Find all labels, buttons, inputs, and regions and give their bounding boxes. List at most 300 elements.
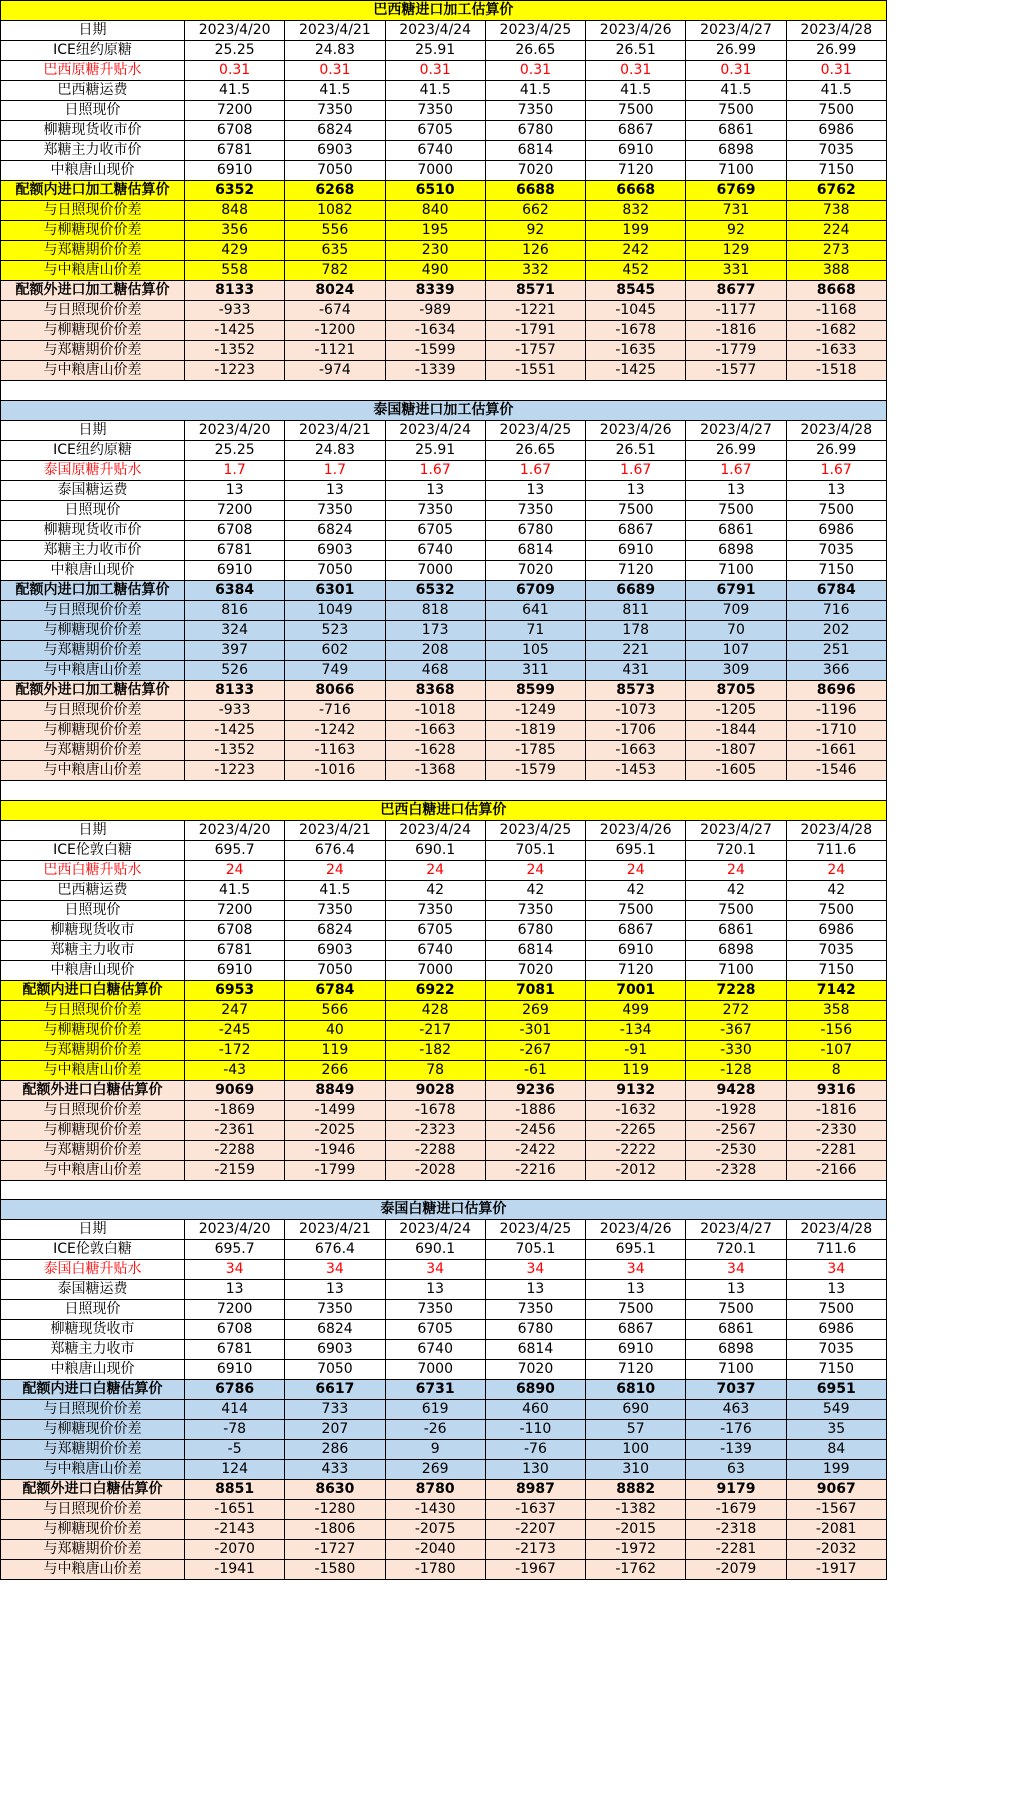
value-cell: 173 (385, 620, 485, 640)
value-cell: 6910 (185, 1360, 285, 1380)
value-cell: 7081 (485, 980, 585, 1000)
value-cell: -78 (185, 1420, 285, 1440)
table-row (1, 1320, 887, 1340)
value-cell: 7350 (385, 101, 485, 121)
row-label: 与郑糖期价价差 (1, 241, 185, 261)
value-cell: 7035 (786, 940, 886, 960)
table-row (1, 640, 887, 660)
value-cell: -1791 (485, 321, 585, 341)
value-cell: 7500 (786, 500, 886, 520)
value-cell: 8677 (686, 281, 786, 301)
value-cell: 0.31 (786, 61, 886, 81)
value-cell: 7001 (586, 980, 686, 1000)
value-cell: 41.5 (586, 81, 686, 101)
value-cell: 41.5 (285, 880, 385, 900)
row-label: 泰国白糖升贴水 (1, 1260, 185, 1280)
value-cell: 6861 (686, 121, 786, 141)
value-cell: 24.83 (285, 41, 385, 61)
section-title-row (1, 400, 887, 420)
value-cell: 7500 (786, 101, 886, 121)
value-cell: -1785 (485, 740, 585, 760)
table-row (1, 660, 887, 680)
value-cell: 202 (786, 620, 886, 640)
table-row (1, 700, 887, 720)
table-row (1, 1080, 887, 1100)
value-cell: -2207 (485, 1520, 585, 1540)
table-row (1, 900, 887, 920)
spacer-cell (1, 1180, 887, 1200)
value-cell: 1082 (285, 201, 385, 221)
value-cell: 13 (786, 1280, 886, 1300)
value-cell: 272 (686, 1000, 786, 1020)
value-cell: 1.67 (385, 460, 485, 480)
value-cell: 738 (786, 201, 886, 221)
value-cell: 6903 (285, 540, 385, 560)
table-row (1, 560, 887, 580)
value-cell: 8780 (385, 1480, 485, 1500)
value-cell: 8571 (485, 281, 585, 301)
row-label: 中粮唐山现价 (1, 560, 185, 580)
value-cell: 42 (586, 880, 686, 900)
value-cell: 6986 (786, 920, 886, 940)
value-cell: -267 (485, 1040, 585, 1060)
value-cell: -1045 (586, 301, 686, 321)
value-cell: -139 (686, 1440, 786, 1460)
date-cell: 2023/4/27 (686, 820, 786, 840)
row-label: 巴西糖运费 (1, 81, 185, 101)
date-cell: 2023/4/25 (485, 820, 585, 840)
value-cell: 7150 (786, 560, 886, 580)
value-cell: 26.65 (485, 41, 585, 61)
value-cell: 41.5 (686, 81, 786, 101)
value-cell: 6898 (686, 540, 786, 560)
value-cell: 8696 (786, 680, 886, 700)
value-cell: 6708 (185, 1320, 285, 1340)
value-cell: 84 (786, 1440, 886, 1460)
value-cell: 247 (185, 1000, 285, 1020)
table-row (1, 480, 887, 500)
value-cell: 26.51 (586, 440, 686, 460)
value-cell: 7037 (686, 1380, 786, 1400)
value-cell: 71 (485, 620, 585, 640)
table-row (1, 1480, 887, 1500)
value-cell: -2330 (786, 1120, 886, 1140)
value-cell: -91 (586, 1040, 686, 1060)
value-cell: -172 (185, 1040, 285, 1060)
value-cell: -1352 (185, 341, 285, 361)
value-cell: -1221 (485, 301, 585, 321)
table-row (1, 81, 887, 101)
table-row (1, 920, 887, 940)
value-cell: 6910 (185, 960, 285, 980)
value-cell: 414 (185, 1400, 285, 1420)
value-cell: 9069 (185, 1080, 285, 1100)
value-cell: 676.4 (285, 840, 385, 860)
value-cell: 8 (786, 1060, 886, 1080)
value-cell: 7500 (586, 1300, 686, 1320)
value-cell: 0.31 (385, 61, 485, 81)
value-cell: -1453 (586, 760, 686, 780)
value-cell: 7020 (485, 161, 585, 181)
value-cell: 8133 (185, 680, 285, 700)
value-cell: 124 (185, 1460, 285, 1480)
value-cell: 1.7 (285, 460, 385, 480)
value-cell: 7350 (485, 1300, 585, 1320)
value-cell: -1682 (786, 321, 886, 341)
value-cell: 705.1 (485, 840, 585, 860)
value-cell: 6824 (285, 1320, 385, 1340)
table-row (1, 600, 887, 620)
value-cell: 6824 (285, 920, 385, 940)
row-label: 配额外进口加工糖估算价 (1, 281, 185, 301)
value-cell: -1762 (586, 1560, 686, 1580)
value-cell: -2070 (185, 1540, 285, 1560)
table-row (1, 620, 887, 640)
value-cell: -26 (385, 1420, 485, 1440)
value-cell: 366 (786, 660, 886, 680)
date-cell: 2023/4/24 (385, 21, 485, 41)
date-cell: 2023/4/24 (385, 420, 485, 440)
value-cell: -1280 (285, 1500, 385, 1520)
value-cell: 105 (485, 640, 585, 660)
value-cell: 690 (586, 1400, 686, 1420)
value-cell: 429 (185, 241, 285, 261)
value-cell: 6689 (586, 580, 686, 600)
value-cell: 6986 (786, 520, 886, 540)
value-cell: 397 (185, 640, 285, 660)
row-label: 与日照现价价差 (1, 301, 185, 321)
value-cell: 1.67 (485, 460, 585, 480)
table-row (1, 1260, 887, 1280)
value-cell: -2025 (285, 1120, 385, 1140)
value-cell: 6532 (385, 580, 485, 600)
spacer-cell (1, 780, 887, 800)
value-cell: 9428 (686, 1080, 786, 1100)
table-row (1, 1000, 887, 1020)
value-cell: -2222 (586, 1140, 686, 1160)
value-cell: 309 (686, 660, 786, 680)
value-cell: 24 (586, 860, 686, 880)
value-cell: 428 (385, 1000, 485, 1020)
table-row (1, 301, 887, 321)
row-label: 泰国原糖升贴水 (1, 460, 185, 480)
value-cell: 6898 (686, 940, 786, 960)
value-cell: -1339 (385, 361, 485, 381)
value-cell: 251 (786, 640, 886, 660)
row-label: 中粮唐山现价 (1, 161, 185, 181)
value-cell: 6668 (586, 181, 686, 201)
table-row (1, 201, 887, 221)
table-row (1, 1240, 887, 1260)
value-cell: 6867 (586, 121, 686, 141)
row-label: 配额外进口白糖估算价 (1, 1080, 185, 1100)
value-cell: -76 (485, 1440, 585, 1460)
value-cell: -2456 (485, 1120, 585, 1140)
value-cell: 556 (285, 221, 385, 241)
row-label: 泰国糖运费 (1, 1280, 185, 1300)
value-cell: 6898 (686, 141, 786, 161)
value-cell: -1168 (786, 301, 886, 321)
value-cell: 6784 (285, 980, 385, 1000)
value-cell: 695.7 (185, 840, 285, 860)
value-cell: -1632 (586, 1100, 686, 1120)
row-label: 泰国糖运费 (1, 480, 185, 500)
value-cell: 332 (485, 261, 585, 281)
date-cell: 2023/4/25 (485, 420, 585, 440)
value-cell: 1.67 (786, 460, 886, 480)
value-cell: -1727 (285, 1540, 385, 1560)
table-row (1, 1560, 887, 1580)
value-cell: 6910 (586, 1340, 686, 1360)
value-cell: 7350 (485, 500, 585, 520)
row-label: 郑糖主力收市价 (1, 141, 185, 161)
value-cell: 119 (586, 1060, 686, 1080)
value-cell: 709 (686, 600, 786, 620)
row-label: ICE纽约原糖 (1, 41, 185, 61)
value-cell: 6740 (385, 940, 485, 960)
row-label: 与柳糖现价价差 (1, 221, 185, 241)
value-cell: -1633 (786, 341, 886, 361)
table-row (1, 181, 887, 201)
value-cell: 635 (285, 241, 385, 261)
value-cell: 24.83 (285, 440, 385, 460)
value-cell: -1661 (786, 740, 886, 760)
value-cell: 9316 (786, 1080, 886, 1100)
value-cell: -2216 (485, 1160, 585, 1180)
value-cell: 7150 (786, 1360, 886, 1380)
table-row (1, 1020, 887, 1040)
value-cell: 8882 (586, 1480, 686, 1500)
row-label: ICE纽约原糖 (1, 440, 185, 460)
date-cell: 2023/4/21 (285, 820, 385, 840)
value-cell: 358 (786, 1000, 886, 1020)
value-cell: 42 (786, 880, 886, 900)
value-cell: 6786 (185, 1380, 285, 1400)
value-cell: 40 (285, 1020, 385, 1040)
value-cell: 7350 (285, 900, 385, 920)
value-cell: 6951 (786, 1380, 886, 1400)
table-row (1, 281, 887, 301)
value-cell: 7020 (485, 1360, 585, 1380)
value-cell: 6861 (686, 520, 786, 540)
value-cell: 13 (385, 1280, 485, 1300)
value-cell: 6867 (586, 920, 686, 940)
value-cell: -1819 (485, 720, 585, 740)
row-label: 与郑糖期价价差 (1, 1040, 185, 1060)
row-label: 与中粮唐山价差 (1, 760, 185, 780)
value-cell: 6910 (586, 540, 686, 560)
value-cell: 695.1 (586, 1240, 686, 1260)
row-label: 与柳糖现价价差 (1, 321, 185, 341)
table-row (1, 321, 887, 341)
value-cell: -1967 (485, 1560, 585, 1580)
value-cell: 602 (285, 640, 385, 660)
value-cell: -245 (185, 1020, 285, 1040)
value-cell: 733 (285, 1400, 385, 1420)
value-cell: 818 (385, 600, 485, 620)
value-cell: -1518 (786, 361, 886, 381)
value-cell: -1163 (285, 740, 385, 760)
value-cell: -1651 (185, 1500, 285, 1520)
value-cell: -1706 (586, 720, 686, 740)
value-cell: 6867 (586, 1320, 686, 1340)
value-cell: 6784 (786, 580, 886, 600)
value-cell: 7020 (485, 960, 585, 980)
value-cell: 26.99 (686, 41, 786, 61)
value-cell: 221 (586, 640, 686, 660)
section-spacer (1, 381, 887, 401)
value-cell: 7100 (686, 1360, 786, 1380)
value-cell: 34 (385, 1260, 485, 1280)
value-cell: -2028 (385, 1160, 485, 1180)
spacer-cell (1, 381, 887, 401)
value-cell: -2288 (185, 1140, 285, 1160)
value-cell: -182 (385, 1040, 485, 1060)
value-cell: 6352 (185, 181, 285, 201)
value-cell: -1196 (786, 700, 886, 720)
value-cell: -933 (185, 301, 285, 321)
value-cell: 34 (485, 1260, 585, 1280)
value-cell: 269 (485, 1000, 585, 1020)
value-cell: 7120 (586, 560, 686, 580)
value-cell: 7035 (786, 540, 886, 560)
value-cell: 558 (185, 261, 285, 281)
table-row (1, 1160, 887, 1180)
value-cell: 832 (586, 201, 686, 221)
row-label: 与日照现价价差 (1, 1000, 185, 1020)
value-cell: -176 (686, 1420, 786, 1440)
section-title-row (1, 800, 887, 820)
date-cell: 2023/4/20 (185, 420, 285, 440)
value-cell: -1807 (686, 740, 786, 760)
row-label: 日照现价 (1, 1300, 185, 1320)
value-cell: 57 (586, 1420, 686, 1440)
row-label: 与柳糖现价价差 (1, 1420, 185, 1440)
value-cell: 13 (185, 1280, 285, 1300)
value-cell: 13 (686, 480, 786, 500)
row-label: 郑糖主力收市价 (1, 540, 185, 560)
table-row (1, 1440, 887, 1460)
value-cell: 7035 (786, 1340, 886, 1360)
table-row (1, 940, 887, 960)
value-cell: 8987 (485, 1480, 585, 1500)
table-row (1, 1120, 887, 1140)
table-row (1, 1100, 887, 1120)
value-cell: 463 (686, 1400, 786, 1420)
value-cell: -1382 (586, 1500, 686, 1520)
value-cell: 6705 (385, 920, 485, 940)
row-label: 郑糖主力收市 (1, 940, 185, 960)
value-cell: -2079 (686, 1560, 786, 1580)
value-cell: -2143 (185, 1520, 285, 1540)
value-cell: 695.7 (185, 1240, 285, 1260)
section-title-row (1, 1, 887, 21)
value-cell: 24 (285, 860, 385, 880)
row-label: 巴西糖运费 (1, 880, 185, 900)
value-cell: 6781 (185, 141, 285, 161)
value-cell: 523 (285, 620, 385, 640)
value-cell: -330 (686, 1040, 786, 1060)
value-cell: 1.67 (686, 460, 786, 480)
value-cell: 6890 (485, 1380, 585, 1400)
date-cell: 2023/4/27 (686, 1220, 786, 1240)
date-cell: 2023/4/21 (285, 420, 385, 440)
value-cell: -1799 (285, 1160, 385, 1180)
row-label: 与柳糖现价价差 (1, 620, 185, 640)
value-cell: -2075 (385, 1520, 485, 1540)
value-cell: -1663 (385, 720, 485, 740)
value-cell: 7500 (686, 500, 786, 520)
value-cell: 119 (285, 1040, 385, 1060)
value-cell: 7500 (586, 101, 686, 121)
section-spacer (1, 780, 887, 800)
value-cell: 92 (686, 221, 786, 241)
value-cell: 224 (786, 221, 886, 241)
value-cell: -2265 (586, 1120, 686, 1140)
value-cell: 13 (786, 480, 886, 500)
table-row (1, 221, 887, 241)
value-cell: 34 (686, 1260, 786, 1280)
value-cell: 6268 (285, 181, 385, 201)
value-cell: 8573 (586, 680, 686, 700)
value-cell: 356 (185, 221, 285, 241)
table-row (1, 41, 887, 61)
value-cell: -1637 (485, 1500, 585, 1520)
value-cell: -1599 (385, 341, 485, 361)
value-cell: 6780 (485, 1320, 585, 1340)
value-cell: 662 (485, 201, 585, 221)
value-cell: -2032 (786, 1540, 886, 1560)
value-cell: -2323 (385, 1120, 485, 1140)
date-cell: 2023/4/20 (185, 1220, 285, 1240)
value-cell: 816 (185, 600, 285, 620)
row-label: 与日照现价价差 (1, 1400, 185, 1420)
table-row (1, 1420, 887, 1440)
row-label: 与中粮唐山价差 (1, 1460, 185, 1480)
table-row (1, 341, 887, 361)
row-label: 与日照现价价差 (1, 600, 185, 620)
value-cell: 7500 (686, 101, 786, 121)
value-cell: 7500 (786, 900, 886, 920)
value-cell: 78 (385, 1060, 485, 1080)
row-label: 配额内进口加工糖估算价 (1, 580, 185, 600)
row-label: 柳糖现货收市价 (1, 520, 185, 540)
value-cell: 7150 (786, 161, 886, 181)
value-cell: 13 (185, 480, 285, 500)
value-cell: -1917 (786, 1560, 886, 1580)
table-row (1, 860, 887, 880)
value-cell: 6910 (586, 940, 686, 960)
value-cell: 7142 (786, 980, 886, 1000)
table-row (1, 241, 887, 261)
value-cell: -1425 (185, 720, 285, 740)
date-cell: 2023/4/21 (285, 1220, 385, 1240)
value-cell: 7350 (385, 900, 485, 920)
value-cell: 619 (385, 1400, 485, 1420)
date-cell: 2023/4/26 (586, 21, 686, 41)
value-cell: 26.51 (586, 41, 686, 61)
value-cell: 7350 (285, 500, 385, 520)
value-cell: 92 (485, 221, 585, 241)
value-cell: 6781 (185, 540, 285, 560)
date-cell: 2023/4/26 (586, 820, 686, 840)
value-cell: 8630 (285, 1480, 385, 1500)
value-cell: -2081 (786, 1520, 886, 1540)
value-cell: 41.5 (786, 81, 886, 101)
row-label: 柳糖现货收市价 (1, 121, 185, 141)
value-cell: 6301 (285, 580, 385, 600)
value-cell: 7200 (185, 900, 285, 920)
